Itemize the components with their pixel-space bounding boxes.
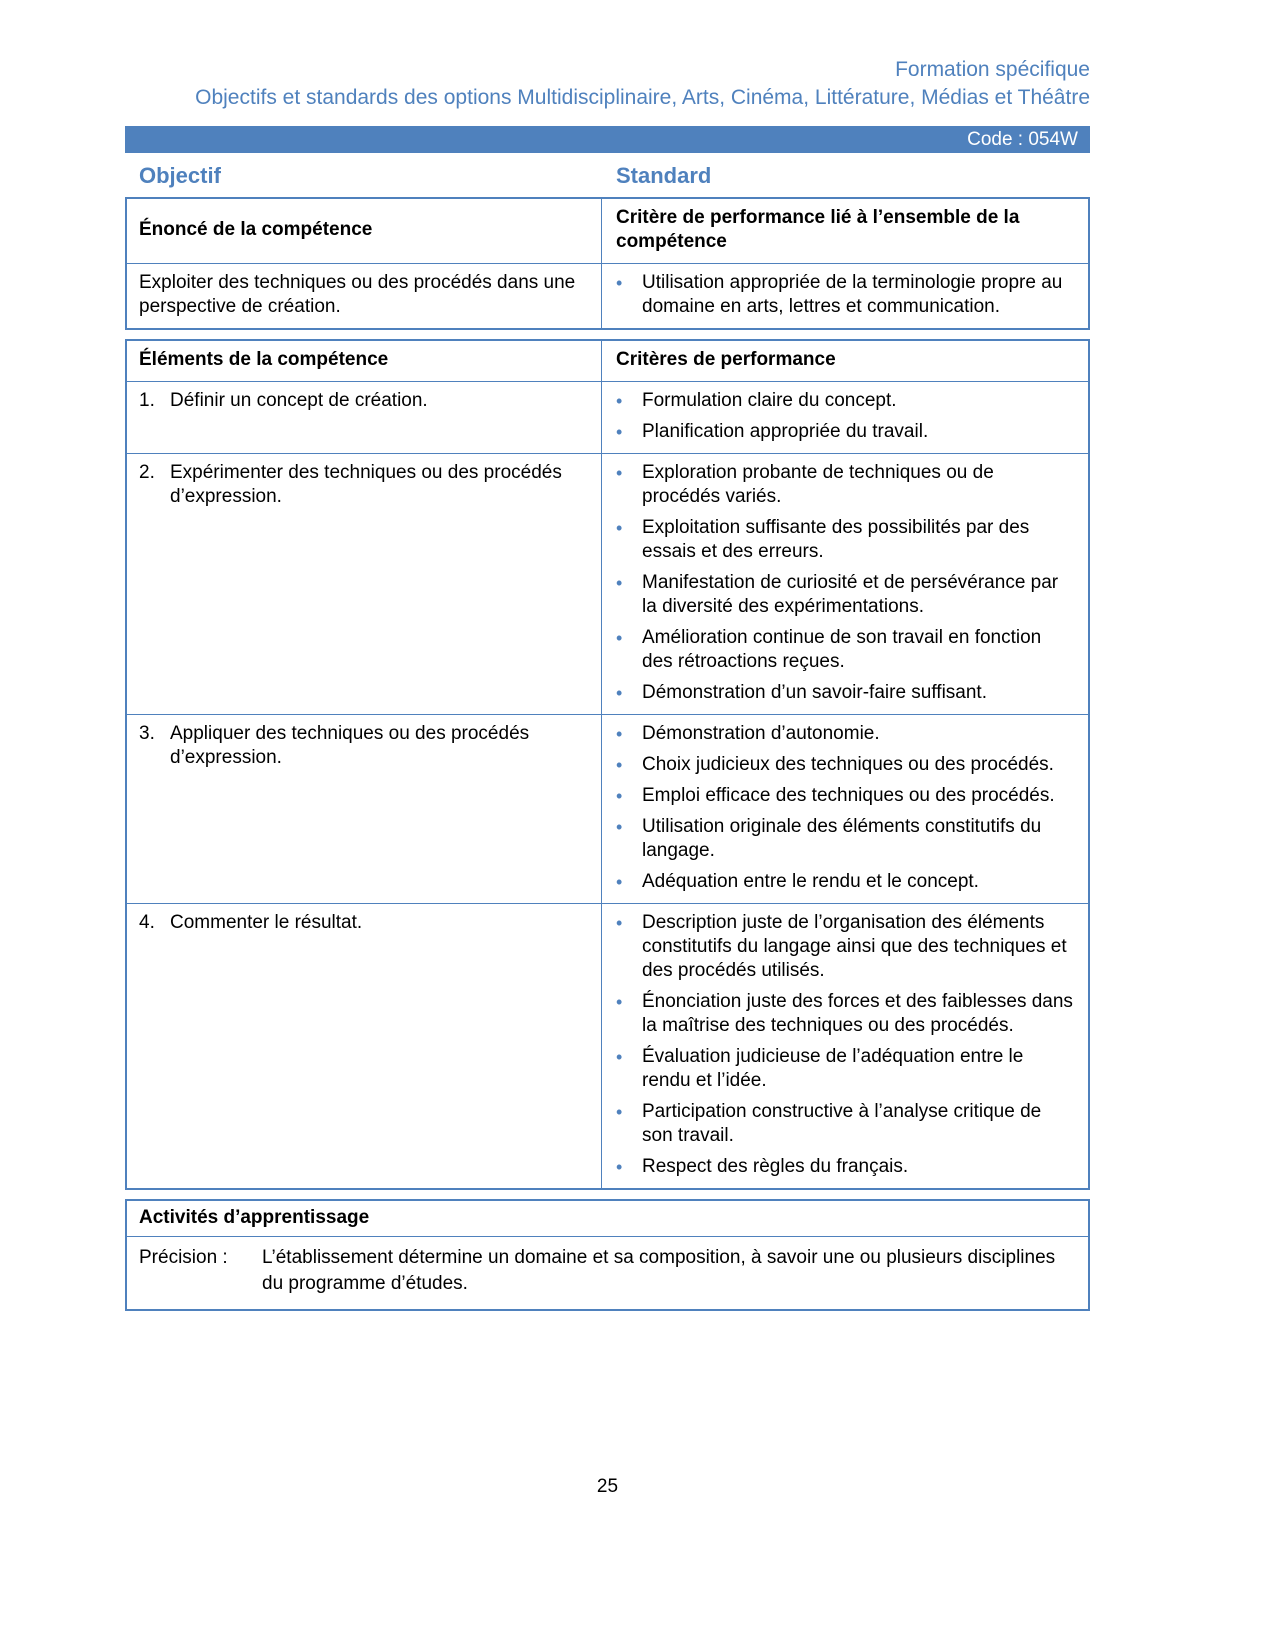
bullet-item <box>616 911 1076 983</box>
bullet-text: Participation constructive à l’analyse critique de son travail. <box>642 1101 1042 1146</box>
bullet-icon: • <box>616 786 623 806</box>
bullet-text: Démonstration d’autonomie. <box>642 723 880 744</box>
bullet-list <box>616 461 1076 705</box>
bullet-icon: • <box>616 463 623 483</box>
criteria-cell <box>602 715 1088 903</box>
bullet-icon: • <box>616 992 623 1012</box>
element-row <box>127 714 1088 903</box>
bullet-text: Utilisation appropriée de la terminologie propre au domaine en arts, lettres et communication. <box>642 272 1063 317</box>
competence-header-row <box>127 199 1088 263</box>
column-label-standard: Standard <box>616 163 712 188</box>
bullet-text: Description juste de l’organisation des éléments constitutifs du langage ainsi que des techniques et des procédés utilisés. <box>642 912 1067 981</box>
bullet-item <box>616 461 1076 509</box>
bullet-item <box>616 753 1076 777</box>
competence-statement: Exploiter des techniques ou des procédés dans une perspective de création. <box>127 264 602 328</box>
item-number: 4. <box>139 912 155 933</box>
numbered-item <box>139 389 589 413</box>
column-labels <box>125 159 1090 193</box>
bullet-item <box>616 784 1076 808</box>
bullet-list <box>616 722 1076 894</box>
bullet-icon: • <box>616 755 623 775</box>
elements-right-header-cell <box>602 341 1088 381</box>
bullet-item <box>616 1045 1076 1093</box>
bullet-icon: • <box>616 913 623 933</box>
activities-table <box>125 1199 1090 1311</box>
bullet-text: Choix judicieux des techniques ou des procédés. <box>642 754 1054 775</box>
item-number: 3. <box>139 723 155 744</box>
bullet-item <box>616 271 1076 319</box>
competence-right-header-cell <box>602 199 1088 263</box>
element-row <box>127 453 1088 714</box>
bullet-item <box>616 420 1076 444</box>
item-number: 1. <box>139 390 155 411</box>
bullet-text: Manifestation de curiosité et de persévérance par la diversité des expérimentations. <box>642 572 1059 617</box>
item-text: Commenter le résultat. <box>170 912 363 933</box>
bullet-icon: • <box>616 1157 623 1177</box>
bullet-list <box>616 389 1076 444</box>
precision-text: L’établissement détermine un domaine et sa composition, à savoir une ou plusieurs disciplines du programme d’études. <box>262 1247 1056 1294</box>
competence-left-header-cell <box>127 199 602 263</box>
element-row <box>127 381 1088 453</box>
bullet-icon: • <box>616 1102 623 1122</box>
bullet-text: Respect des règles du français. <box>642 1156 909 1177</box>
element-cell <box>127 904 602 1188</box>
competence-statement-table <box>125 197 1090 330</box>
page-content <box>125 0 1090 1311</box>
criteria-cell <box>602 382 1088 453</box>
item-text: Définir un concept de création. <box>170 390 428 411</box>
element-cell <box>127 715 602 903</box>
item-text: Appliquer des techniques ou des procédés d’expression. <box>170 723 530 768</box>
competence-body-row <box>127 263 1088 328</box>
bullet-text: Exploitation suffisante des possibilités par des essais et des erreurs. <box>642 517 1030 562</box>
header-line-1: Formation spécifique <box>895 58 1090 81</box>
document-header <box>125 56 1090 112</box>
bullet-item <box>616 516 1076 564</box>
criteria-cell <box>602 454 1088 714</box>
elements-table <box>125 339 1090 1190</box>
item-number: 2. <box>139 462 155 483</box>
precision-row <box>127 1236 1088 1309</box>
precision-label: Précision : <box>139 1247 228 1268</box>
bullet-text: Planification appropriée du travail. <box>642 421 929 442</box>
bullet-item <box>616 722 1076 746</box>
bullet-text: Adéquation entre le rendu et le concept. <box>642 871 979 892</box>
bullet-item <box>616 815 1076 863</box>
activities-header: Activités d’apprentissage <box>139 1207 370 1228</box>
bullet-text: Amélioration continue de son travail en fonction des rétroactions reçues. <box>642 627 1042 672</box>
criteria-cell <box>602 904 1088 1188</box>
bullet-list <box>616 911 1076 1179</box>
elements-rows <box>127 381 1088 1188</box>
numbered-item <box>139 722 589 770</box>
bullet-item <box>616 389 1076 413</box>
element-row <box>127 903 1088 1188</box>
element-cell <box>127 454 602 714</box>
bullet-text: Formulation claire du concept. <box>642 390 897 411</box>
page-number: 25 <box>596 1476 619 1497</box>
elements-left-header: Éléments de la compétence <box>139 349 389 370</box>
bullet-text: Exploration probante de techniques ou de procédés variés. <box>642 462 994 507</box>
bullet-icon: • <box>616 1047 623 1067</box>
bullet-icon: • <box>616 872 623 892</box>
elements-left-header-cell <box>127 341 602 381</box>
code-text: Code : 054W <box>967 128 1078 150</box>
column-label-objectif: Objectif <box>139 163 221 188</box>
bullet-list <box>616 271 1076 319</box>
bullet-icon: • <box>616 817 623 837</box>
bullet-icon: • <box>616 422 623 442</box>
bullet-icon: • <box>616 391 623 411</box>
element-cell <box>127 382 602 453</box>
header-line-2: Objectifs et standards des options Multidisciplinaire, Arts, Cinéma, Littérature, Médias et Théâtre <box>195 86 1090 109</box>
bullet-icon: • <box>616 573 623 593</box>
bullet-text: Emploi efficace des techniques ou des procédés. <box>642 785 1055 806</box>
code-bar <box>125 126 1090 153</box>
bullet-text: Démonstration d’un savoir-faire suffisant. <box>642 682 987 703</box>
bullet-item <box>616 681 1076 705</box>
bullet-icon: • <box>616 518 623 538</box>
bullet-item <box>616 870 1076 894</box>
bullet-item <box>616 1100 1076 1148</box>
bullet-text: Utilisation originale des éléments constitutifs du langage. <box>642 816 1042 861</box>
bullet-item <box>616 1155 1076 1179</box>
bullet-text: Évaluation judicieuse de l’adéquation entre le rendu et l’idée. <box>642 1046 1024 1091</box>
numbered-item <box>139 911 589 935</box>
competence-criteria-cell <box>602 264 1088 328</box>
elements-right-header: Critères de performance <box>616 349 836 370</box>
numbered-item <box>139 461 589 509</box>
bullet-text: Énonciation juste des forces et des faiblesses dans la maîtrise des techniques ou des procédés. <box>642 991 1073 1036</box>
bullet-item <box>616 626 1076 674</box>
item-text: Expérimenter des techniques ou des procédés d’expression. <box>170 462 562 507</box>
competence-right-header: Critère de performance lié à l’ensemble de la compétence <box>616 207 1020 252</box>
elements-header-row <box>127 341 1088 381</box>
bullet-item <box>616 990 1076 1038</box>
bullet-item <box>616 571 1076 619</box>
bullet-icon: • <box>616 273 623 293</box>
bullet-icon: • <box>616 628 623 648</box>
bullet-icon: • <box>616 683 623 703</box>
competence-left-header: Énoncé de la compétence <box>139 219 373 240</box>
bullet-icon: • <box>616 724 623 744</box>
